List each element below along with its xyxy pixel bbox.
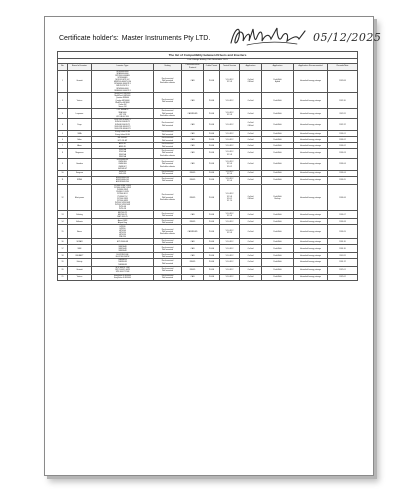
- table-row: [58, 176, 358, 184]
- row-number-cell: 19: [58, 259, 68, 267]
- application-recommended-cell: Household energy storage: [294, 274, 328, 280]
- communication-protocol-cell: CAN: [182, 149, 204, 159]
- holder-value: Master Instruments Pty LTD.: [121, 35, 211, 42]
- inverter-models-cell: R3KLNA R5KLNA R6KLNA R8KLNA: [92, 149, 154, 159]
- inverter-models-cell: SPH3000-6000 SPA3000-6000 SPF3500-6000ES SPF5000ES MOD3-10KTL3-X MIN2500-6000TL-XH SPH4000-10000TL3 MID15-25KTL3 SPH3600-6000 SPA4000-10000TL3: [92, 70, 154, 93]
- setting-cell: Rack mounted Wall mounted: [154, 119, 182, 131]
- communication-protocol-cell: RS485: [182, 176, 204, 184]
- row-number-cell: 5: [58, 131, 68, 137]
- table-row: [58, 211, 358, 219]
- application-mode-cell: Peak/Shift: [262, 259, 294, 267]
- header-cell: Setting: [154, 63, 182, 70]
- table-row: [58, 149, 358, 159]
- setting-cell: Rack mounted Wall mounted: [154, 176, 182, 184]
- inverter-models-cell: MultiPlus-II 48/3000 MultiPlus-II 48/5000 Quattro 48/8000 Quattro 48/10000 MultiPlus 48/3000 Cerbo GX Venus GX: [92, 93, 154, 109]
- row-number-cell: 20: [58, 266, 68, 274]
- application-mode-cell: Peak/Shift: [262, 245, 294, 253]
- header-cell: Brand of Inverter: [68, 63, 92, 70]
- cable-pinout-cell: PL-BE: [204, 245, 220, 253]
- remark-cell: 2024.02: [328, 137, 358, 143]
- cable-pinout-cell: PL-BE: [204, 225, 220, 239]
- header-cell: Application: [262, 63, 294, 70]
- tested-version-cell: V1.0.8.12: [220, 219, 240, 225]
- application-grid-cell: OnGrid: [240, 93, 262, 109]
- row-number-cell: 16: [58, 239, 68, 245]
- tested-version-cell: V1.0.8.12: [220, 137, 240, 143]
- table-row: [58, 259, 358, 267]
- cable-pinout-cell: PL-BE: [204, 184, 220, 211]
- cable-pinout-cell: PL-BE: [204, 176, 220, 184]
- cable-pinout-cell: PL-BE: [204, 266, 220, 274]
- communication-protocol-cell: RS485: [182, 259, 204, 267]
- application-recommended-cell: Household energy storage: [294, 149, 328, 159]
- inverter-models-cell: AF3K-SL AF6K-SL: [92, 143, 154, 149]
- table-row: [58, 119, 358, 131]
- cable-pinout-cell: PL-BE: [204, 109, 220, 119]
- setting-cell: Rack mounted Wall mounted Stackable cabinets: [154, 184, 182, 211]
- communication-protocol-cell: CAN: [182, 245, 204, 253]
- row-number-cell: 12: [58, 184, 68, 211]
- application-mode-cell: Peak/Shift: [262, 239, 294, 245]
- application-mode-cell: Peak/Shift: [262, 274, 294, 280]
- cable-pinout-cell: PL-BE: [204, 239, 220, 245]
- inverter-brand-cell: Atess: [68, 225, 92, 239]
- tested-version-cell: V1.0.8.12: [220, 274, 240, 280]
- inverter-models-cell: Sunny Island 4.4M Sunny Island 6.0H: [92, 131, 154, 137]
- row-number-cell: 7: [58, 143, 68, 149]
- application-recommended-cell: Household energy storage: [294, 259, 328, 267]
- cable-pinout-cell: PL-BE: [204, 259, 220, 267]
- remark-cell: 2024.01: [328, 131, 358, 137]
- application-recommended-cell: Household energy storage: [294, 225, 328, 239]
- remark-cell: 2025.01: [328, 266, 358, 274]
- application-recommended-cell: Household energy storage: [294, 137, 328, 143]
- setting-cell: Rack mounted Wall mounted Stackable cabinets: [154, 70, 182, 93]
- inverter-models-cell: ME 3000SP HYD 5K-EP: [92, 137, 154, 143]
- remark-cell: 2024.07: [328, 211, 358, 219]
- inverter-models-cell: PV1800 VHM 3.5KW PV1800 VHM 5.5KW PH1800 3KW PH1800 5.5KW PV3500 ECO PV3300 TLV PV1900 5KW PV1900 6KW PV3000 VPM 3KW PV3000 VPM 5KW PV18-4K PV18-5K: [92, 184, 154, 211]
- remark-cell: 2024.09: [328, 225, 358, 239]
- application-grid-cell: OnGrid: [240, 245, 262, 253]
- inverter-models-cell: SUN-3.6K-SG04LP1 SUN-5K-SG04LP1 SUN-8K-SG01LP1 SUN-10K-SG02LP1 SUN-12K-SG04LP3: [92, 119, 154, 131]
- application-recommended-cell: Household energy storage: [294, 170, 328, 176]
- communication-protocol-cell: CAN: [182, 143, 204, 149]
- application-recommended-cell: Household energy storage: [294, 211, 328, 219]
- application-grid-cell: OnGrid: [240, 137, 262, 143]
- row-number-cell: 8: [58, 149, 68, 159]
- inverter-models-cell: MHT-4K-25 MHT-6K-25 MHT-10K-25: [92, 211, 154, 219]
- remark-cell: 2024.04: [328, 170, 358, 176]
- table-subtitle: Low Voltage battery 25th November 2025: [58, 59, 358, 64]
- inverter-brand-cell: Deye: [68, 119, 92, 131]
- table-header-row: [58, 63, 358, 70]
- tested-version-cell: V1.0.8.12 V1.5.8: [220, 211, 240, 219]
- application-recommended-cell: Household energy storage: [294, 131, 328, 137]
- application-recommended-cell: Household energy storage: [294, 119, 328, 131]
- communication-protocol-cell: CAN: [182, 158, 204, 170]
- inverter-brand-cell: Growatt: [68, 70, 92, 93]
- communication-protocol-cell: CAN/RS485: [182, 109, 204, 119]
- application-grid-cell: OnGrid: [240, 109, 262, 119]
- cable-pinout-cell: PL-BE: [204, 70, 220, 93]
- remark-cell: 2023.12: [328, 119, 358, 131]
- tested-version-cell: V1.0.8.12: [220, 143, 240, 149]
- tested-version-cell: V1.0.8.12: [220, 245, 240, 253]
- inverter-models-cell: IVEM3024 IVEM5048 IVEM6048: [92, 259, 154, 267]
- communication-protocol-cell: CAN: [182, 137, 204, 143]
- application-grid-cell: OnGrid: [240, 259, 262, 267]
- header-cell: Tested Version: [220, 63, 240, 70]
- table-title: The list of Compatibility between Drivers and Inverters: [58, 52, 358, 59]
- cable-pinout-cell: PL-BE: [204, 211, 220, 219]
- application-recommended-cell: Household energy storage: [294, 245, 328, 253]
- row-number-cell: 6: [58, 137, 68, 143]
- setting-cell: Rack mounted Wall mounted: [154, 93, 182, 109]
- inverter-brand-cell: BSLBATT: [68, 253, 92, 259]
- inverter-models-cell: SMK3048 SMK5048 SMK8048: [92, 245, 154, 253]
- setting-cell: Rack mounted Wall mounted: [154, 239, 182, 245]
- remark-cell: 2024.11: [328, 253, 358, 259]
- remark-cell: 2024.03: [328, 149, 358, 159]
- table-body: [58, 52, 358, 281]
- inverter-brand-cell: Afore: [68, 143, 92, 149]
- compatibility-table: [57, 51, 358, 281]
- remark-cell: 2024.10: [328, 239, 358, 245]
- row-number-cell: 13: [58, 211, 68, 219]
- header-cell: Remark/Note: [328, 63, 358, 70]
- inverter-brand-cell: SRNE: [68, 176, 92, 184]
- communication-protocol-cell: CAN: [182, 70, 204, 93]
- remark-cell: 2024.12: [328, 259, 358, 267]
- application-mode-cell: Peak/Shift: [262, 131, 294, 137]
- remark-cell: 2023.08: [328, 70, 358, 93]
- header-cell: Application Recommended: [294, 63, 328, 70]
- row-number-cell: 15: [58, 225, 68, 239]
- signature-date: 05/12/2025: [313, 31, 382, 44]
- table-row: [58, 109, 358, 119]
- application-mode-cell: Peak/Shift: [262, 253, 294, 259]
- application-recommended-cell: Household energy storage: [294, 70, 328, 93]
- application-recommended-cell: Household energy storage: [294, 184, 328, 211]
- remark-cell: 2024.10: [328, 245, 358, 253]
- communication-protocol-cell: CAN: [182, 93, 204, 109]
- inverter-brand-cell: SOFAR: [68, 239, 92, 245]
- header-cell: No.: [58, 63, 68, 70]
- tested-version-cell: V1.0.8.12: [220, 253, 240, 259]
- inverter-brand-cell: Sungrow: [68, 170, 92, 176]
- communication-protocol-cell: CAN: [182, 253, 204, 259]
- communication-protocol-cell: CAN: [182, 239, 204, 245]
- row-number-cell: 4: [58, 119, 68, 131]
- communication-protocol-cell: CAN/RS485: [182, 225, 204, 239]
- application-grid-cell: OnGrid OffGrid: [240, 184, 262, 211]
- application-grid-cell: OnGrid: [240, 158, 262, 170]
- application-mode-cell: Peak/Shift: [262, 219, 294, 225]
- tested-version-cell: V1.0.8.12: [220, 266, 240, 274]
- remark-cell: 2025.02: [328, 274, 358, 280]
- inverter-models-cell: LXP 3600ACS SNA 5000 LXP 12K LXP-LB-EU 10K: [92, 109, 154, 119]
- application-mode-cell: Peak/Shift: [262, 266, 294, 274]
- application-mode-cell: Peak/Shift: [262, 149, 294, 159]
- handwritten-signature: [227, 23, 311, 51]
- certificate-page: [44, 16, 382, 476]
- communication-protocol-cell: RS485: [182, 170, 204, 176]
- setting-cell: Rack mounted Wall mounted: [154, 259, 182, 267]
- inverter-models-cell: EasySolar-II 48/3000 EasySolar-II 48/5000: [92, 274, 154, 280]
- setting-cell: Rack mounted Wall mounted: [154, 137, 182, 143]
- inverter-brand-cell: SMA: [68, 131, 92, 137]
- inverter-brand-cell: Growatt: [68, 266, 92, 274]
- cable-pinout-cell: PL-BE: [204, 119, 220, 131]
- inverter-brand-cell: Solinteg: [68, 211, 92, 219]
- tested-version-cell: V1.0.8.12: [220, 131, 240, 137]
- holder-label: Certificate holder's:: [59, 35, 119, 42]
- application-grid-cell: OnGrid: [240, 131, 262, 137]
- inverter-models-cell: SPF 3000TL LVM SPF 5000TL HVM SPF 6000T DVM: [92, 266, 154, 274]
- inverter-brand-cell: Must power: [68, 184, 92, 211]
- table-row: [58, 266, 358, 274]
- table-row: [58, 225, 358, 239]
- tested-version-cell: V1.0.8.12 V1.5.8: [220, 149, 240, 159]
- communication-protocol-cell: RS485: [182, 266, 204, 274]
- application-grid-cell: OnGrid OffGrid: [240, 70, 262, 93]
- row-number-cell: 10: [58, 170, 68, 176]
- application-recommended-cell: Household energy storage: [294, 239, 328, 245]
- setting-cell: Rack mounted Wall mounted Stackable cabinets: [154, 158, 182, 170]
- tested-version-cell: V1.0.8.12: [220, 93, 240, 109]
- inverter-brand-cell: Victron: [68, 93, 92, 109]
- row-number-cell: 2: [58, 93, 68, 109]
- setting-cell: Rack mounted Wall mounted: [154, 253, 182, 259]
- inverter-models-cell: HF4830S60-100 HF4850S80-145 ASP48100U200: [92, 176, 154, 184]
- application-mode-cell: Peak/Shift: [262, 109, 294, 119]
- application-grid-cell: OnGrid: [240, 176, 262, 184]
- cable-pinout-cell: PL-BE: [204, 131, 220, 137]
- setting-cell: Rack mounted Wall mounted: [154, 211, 182, 219]
- row-number-cell: 18: [58, 253, 68, 259]
- tested-version-cell: V1.0.8.12 V1.5.8: [220, 70, 240, 93]
- cable-pinout-cell: PL-BE: [204, 219, 220, 225]
- cable-pinout-cell: PL-BE: [204, 170, 220, 176]
- communication-protocol-cell: CAN: [182, 211, 204, 219]
- communication-protocol-cell: CAN: [182, 119, 204, 131]
- application-grid-cell: OnGrid: [240, 253, 262, 259]
- application-mode-cell: Peak/Shift: [262, 93, 294, 109]
- cable-pinout-cell: PL-BE: [204, 143, 220, 149]
- row-number-cell: 9: [58, 158, 68, 170]
- setting-cell: Rack mounted Wall mounted: [154, 245, 182, 253]
- communication-protocol-cell: RS485: [182, 184, 204, 211]
- header-cell: Communication Protocol: [182, 63, 204, 70]
- application-grid-cell: OnGrid: [240, 170, 262, 176]
- inverter-models-cell: B-LFP48-100E B-LFP48-200PW: [92, 253, 154, 259]
- application-recommended-cell: Household energy storage: [294, 266, 328, 274]
- tested-version-cell: V1.0.8.12 V1.5.8: [220, 176, 240, 184]
- application-grid-cell: OnGrid: [240, 149, 262, 159]
- application-recommended-cell: Household energy storage: [294, 253, 328, 259]
- row-number-cell: 21: [58, 274, 68, 280]
- application-recommended-cell: Household energy storage: [294, 109, 328, 119]
- tested-version-cell: V1.0.8.12 V1.5.8 V1.6.2: [220, 158, 240, 170]
- header-cell: Application: [240, 63, 262, 70]
- table-row: [58, 70, 358, 93]
- application-recommended-cell: Household energy storage: [294, 176, 328, 184]
- application-grid-cell: OnGrid: [240, 266, 262, 274]
- tested-version-cell: V1.0.8.12 V1.5.8: [220, 170, 240, 176]
- remark-cell: 2024.06: [328, 184, 358, 211]
- remark-cell: 2024.02: [328, 143, 358, 149]
- cable-pinout-cell: PL-BE: [204, 253, 220, 259]
- communication-protocol-cell: RS485: [182, 219, 204, 225]
- table-row: [58, 184, 358, 211]
- application-recommended-cell: Household energy storage: [294, 143, 328, 149]
- row-number-cell: 11: [58, 176, 68, 184]
- inverter-models-cell: GW5048D-ES GW5K-EH GW6K-EH GW8K-ET GW10K-ET: [92, 158, 154, 170]
- remark-cell: 2023.11: [328, 109, 358, 119]
- application-recommended-cell: Household energy storage: [294, 219, 328, 225]
- setting-cell: Rack mounted Wall mounted Stackable cabinets: [154, 149, 182, 159]
- setting-cell: Rack mounted Wall mounted Stackable cabinets: [154, 109, 182, 119]
- remark-cell: 2024.05: [328, 176, 358, 184]
- application-grid-cell: OnGrid: [240, 211, 262, 219]
- tested-version-cell: V1.0.8.12 V1.5.8 V1.6.2 V1.7.0: [220, 184, 240, 211]
- application-recommended-cell: Household energy storage: [294, 158, 328, 170]
- row-number-cell: 1: [58, 70, 68, 93]
- remark-cell: 2023.10: [328, 93, 358, 109]
- tested-version-cell: V1.0.8.12 V1.5.8: [220, 109, 240, 119]
- application-mode-cell: Peak/Shift: [262, 211, 294, 219]
- inverter-models-cell: SH5K-20 SH5.0RS: [92, 170, 154, 176]
- inverter-brand-cell: Megarevo: [68, 149, 92, 159]
- application-mode-cell: Peak/Shift: [262, 143, 294, 149]
- application-grid-cell: OnGrid: [240, 143, 262, 149]
- inverter-brand-cell: Sofar: [68, 137, 92, 143]
- application-mode-cell: Peak/Shift: [262, 119, 294, 131]
- application-grid-cell: OnGrid: [240, 239, 262, 245]
- table-title-row: [58, 52, 358, 59]
- cable-pinout-cell: PL-BE: [204, 149, 220, 159]
- tested-version-cell: V1.0.8.12: [220, 239, 240, 245]
- inverter-brand-cell: Luxpower: [68, 109, 92, 119]
- application-mode-cell: Peak/Shift: [262, 170, 294, 176]
- header-cell: Cable Pinout: [204, 63, 220, 70]
- remark-cell: 2024.04: [328, 158, 358, 170]
- inverter-brand-cell: Felicity: [68, 259, 92, 267]
- application-mode-cell: Peak/Shift Hybrid: [262, 70, 294, 93]
- table-row: [58, 245, 358, 253]
- inverter-brand-cell: Victron: [68, 274, 92, 280]
- application-mode-cell: Peak/Shift: [262, 176, 294, 184]
- application-mode-cell: Peak/Shift Backup: [262, 184, 294, 211]
- certificate-holder-line: [59, 35, 210, 42]
- inverter-models-cell: HPS30 HPS50 HPS100 HPS120 HPS150 PBD250: [92, 225, 154, 239]
- tested-version-cell: V1.0.8.12: [220, 119, 240, 131]
- setting-cell: Rack mounted Wall mounted: [154, 274, 182, 280]
- application-mode-cell: Peak/Shift: [262, 158, 294, 170]
- setting-cell: Rack mounted Wall mounted Stackable cabinets: [154, 225, 182, 239]
- row-number-cell: 3: [58, 109, 68, 119]
- communication-protocol-cell: CAN: [182, 274, 204, 280]
- setting-cell: Rack mounted Wall mounted: [154, 219, 182, 225]
- inverter-brand-cell: SMK: [68, 245, 92, 253]
- application-recommended-cell: Household energy storage: [294, 93, 328, 109]
- application-grid-cell: OnGrid: [240, 274, 262, 280]
- remark-cell: 2024.08: [328, 219, 358, 225]
- cable-pinout-cell: PL-BE: [204, 137, 220, 143]
- inverter-models-cell: HYD 3000-ES: [92, 239, 154, 245]
- table-row: [58, 158, 358, 170]
- cable-pinout-cell: PL-BE: [204, 274, 220, 280]
- application-grid-cell: OnGrid: [240, 225, 262, 239]
- inverter-brand-cell: Goodwe: [68, 158, 92, 170]
- inverter-brand-cell: Voltronic: [68, 219, 92, 225]
- application-mode-cell: Peak/Shift: [262, 137, 294, 143]
- setting-cell: Rack mounted Wall mounted: [154, 170, 182, 176]
- cable-pinout-cell: PL-BE: [204, 158, 220, 170]
- communication-protocol-cell: CAN: [182, 131, 204, 137]
- tested-version-cell: V1.0.8.12 V1.5.8: [220, 225, 240, 239]
- tested-version-cell: V1.0.8.12: [220, 259, 240, 267]
- application-grid-cell: OnGrid: [240, 219, 262, 225]
- setting-cell: Rack mounted Wall mounted: [154, 131, 182, 137]
- row-number-cell: 17: [58, 245, 68, 253]
- table-row: [58, 93, 358, 109]
- application-grid-cell: OnGrid OffGrid: [240, 119, 262, 131]
- setting-cell: Rack mounted Wall mounted: [154, 143, 182, 149]
- inverter-models-cell: Axpert MKS Axpert King: [92, 219, 154, 225]
- row-number-cell: 14: [58, 219, 68, 225]
- table-row: [58, 274, 358, 280]
- setting-cell: Rack mounted Wall mounted: [154, 266, 182, 274]
- cable-pinout-cell: PL-BE: [204, 93, 220, 109]
- header-cell: Inverter Type: [92, 63, 154, 70]
- application-mode-cell: Peak/Shift: [262, 225, 294, 239]
